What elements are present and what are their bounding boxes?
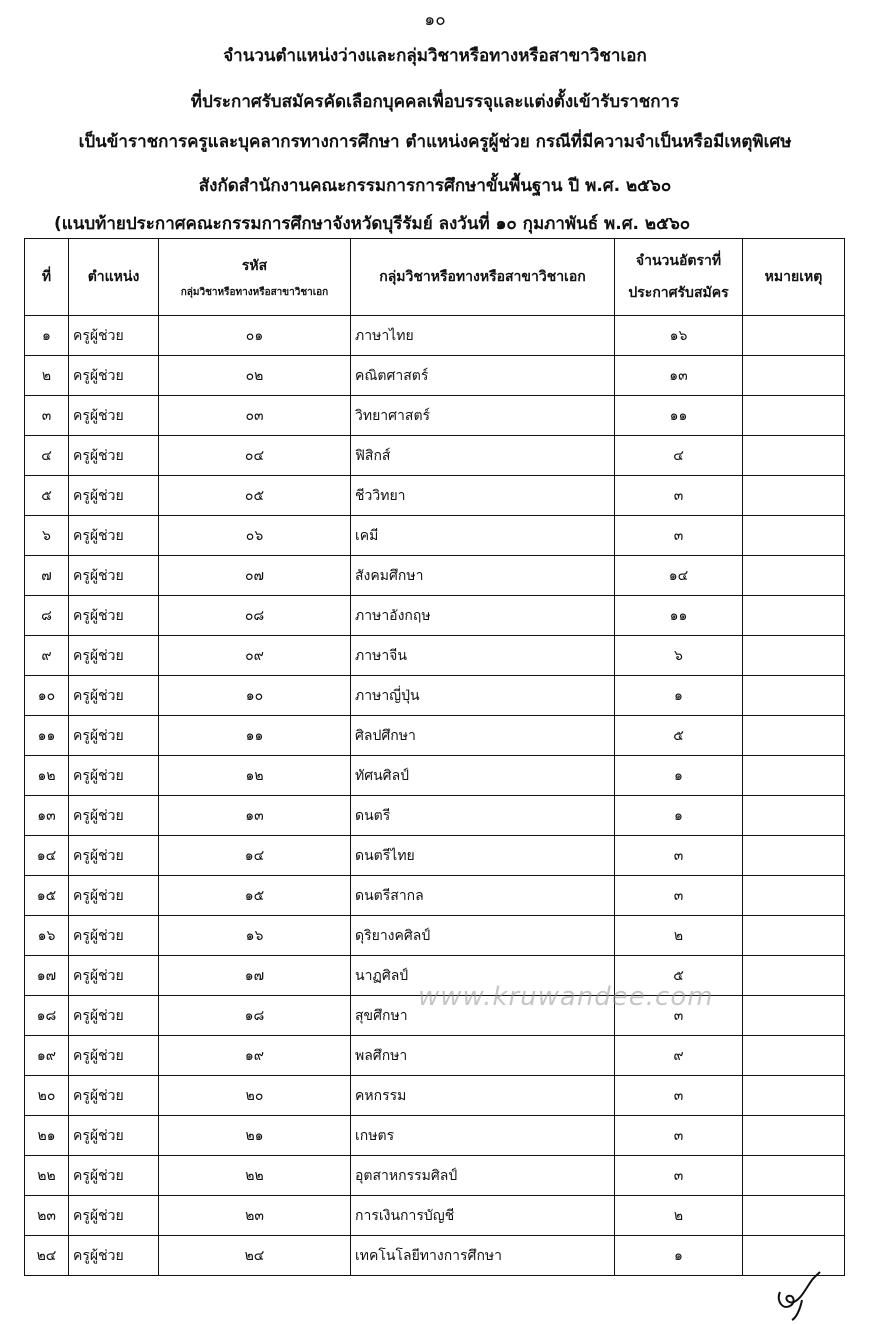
row-position: ครูผู้ช่วย <box>69 836 159 876</box>
row-no: ๗ <box>25 556 69 596</box>
row-note <box>743 676 845 716</box>
row-count: ๓ <box>615 1076 743 1116</box>
row-subject: อุตสาหกรรมศิลป์ <box>351 1156 615 1196</box>
row-subject: ดุริยางคศิลป์ <box>351 916 615 956</box>
row-subject: ศิลปศึกษา <box>351 716 615 756</box>
row-note <box>743 596 845 636</box>
row-subject: ชีววิทยา <box>351 476 615 516</box>
row-code: ๑๔ <box>159 836 351 876</box>
row-count: ๑ <box>615 676 743 716</box>
row-subject: ภาษาญี่ปุ่น <box>351 676 615 716</box>
row-no: ๑๖ <box>25 916 69 956</box>
row-count: ๓ <box>615 476 743 516</box>
row-count: ๑๔ <box>615 556 743 596</box>
row-no: ๑๘ <box>25 996 69 1036</box>
row-count: ๓ <box>615 836 743 876</box>
table-row <box>25 476 845 516</box>
table-row <box>25 436 845 476</box>
row-note <box>743 1036 845 1076</box>
row-code: ๒๐ <box>159 1076 351 1116</box>
row-subject: สังคมศึกษา <box>351 556 615 596</box>
row-subject: ดนตรีสากล <box>351 876 615 916</box>
row-no: ๒๓ <box>25 1196 69 1236</box>
row-code: ๑๒ <box>159 756 351 796</box>
row-subject: คหกรรม <box>351 1076 615 1116</box>
row-subject: เทคโนโลยีทางการศึกษา <box>351 1236 615 1276</box>
row-code: ๐๕ <box>159 476 351 516</box>
table-row <box>25 916 845 956</box>
row-note <box>743 836 845 876</box>
row-position: ครูผู้ช่วย <box>69 1236 159 1276</box>
row-subject: สุขศึกษา <box>351 996 615 1036</box>
row-no: ๒๔ <box>25 1236 69 1276</box>
table-row <box>25 1156 845 1196</box>
table-header-row <box>25 239 845 316</box>
row-code: ๑๘ <box>159 996 351 1036</box>
row-subject: ดนตรีไทย <box>351 836 615 876</box>
header-count-line-2: ประกาศรับสมัคร <box>628 285 729 301</box>
row-count: ๓ <box>615 516 743 556</box>
row-subject: ภาษาจีน <box>351 636 615 676</box>
row-subject: คณิตศาสตร์ <box>351 356 615 396</box>
row-code: ๑๐ <box>159 676 351 716</box>
row-position: ครูผู้ช่วย <box>69 1116 159 1156</box>
table-row <box>25 1236 845 1276</box>
row-code: ๑๕ <box>159 876 351 916</box>
header-count <box>615 239 743 316</box>
row-no: ๒๐ <box>25 1076 69 1116</box>
row-position: ครูผู้ช่วย <box>69 316 159 356</box>
row-position: ครูผู้ช่วย <box>69 956 159 996</box>
row-position: ครูผู้ช่วย <box>69 756 159 796</box>
row-count: ๓ <box>615 1156 743 1196</box>
row-no: ๑ <box>25 316 69 356</box>
row-count: ๑ <box>615 1236 743 1276</box>
watermark: www.kruwandee.com <box>418 982 714 1012</box>
table-row <box>25 356 845 396</box>
title-line-1: จำนวนตำแหน่งว่างและกลุ่มวิชาหรือทางหรือสาขาวิชาเอก <box>223 46 647 66</box>
table-row <box>25 876 845 916</box>
row-no: ๑๕ <box>25 876 69 916</box>
row-code: ๐๒ <box>159 356 351 396</box>
row-no: ๖ <box>25 516 69 556</box>
table-row <box>25 316 845 356</box>
row-position: ครูผู้ช่วย <box>69 1036 159 1076</box>
row-no: ๒๒ <box>25 1156 69 1196</box>
row-no: ๑๓ <box>25 796 69 836</box>
title-line-4: สังกัดสำนักงานคณะกรรมการการศึกษาขั้นพื้นฐาน ปี พ.ศ. ๒๕๖๐ <box>198 176 672 196</box>
table-row <box>25 836 845 876</box>
title-line-2: ที่ประกาศรับสมัครคัดเลือกบุคคลเพื่อบรรจุและแต่งตั้งเข้ารับราชการ <box>190 92 680 112</box>
row-code: ๐๘ <box>159 596 351 636</box>
title-line-5: (แนบท้ายประกาศคณะกรรมการศึกษาจังหวัดบุรีรัมย์ ลงวันที่ ๑๐ กุมภาพันธ์ พ.ศ. ๒๕๖๐ <box>54 214 691 234</box>
row-note <box>743 796 845 836</box>
row-no: ๓ <box>25 396 69 436</box>
row-no: ๔ <box>25 436 69 476</box>
table-row <box>25 516 845 556</box>
header-subject: กลุ่มวิชาหรือทางหรือสาขาวิชาเอก <box>351 239 615 316</box>
row-subject: ทัศนศิลป์ <box>351 756 615 796</box>
row-note <box>743 1076 845 1116</box>
row-count: ๑๖ <box>615 316 743 356</box>
row-note <box>743 1116 845 1156</box>
header-code-title: รหัส <box>241 257 268 274</box>
row-no: ๙ <box>25 636 69 676</box>
row-count: ๙ <box>615 1036 743 1076</box>
row-count: ๒ <box>615 1196 743 1236</box>
row-no: ๒๑ <box>25 1116 69 1156</box>
row-count: ๓ <box>615 876 743 916</box>
row-subject: ฟิสิกส์ <box>351 436 615 476</box>
row-code: ๐๖ <box>159 516 351 556</box>
table-row <box>25 1036 845 1076</box>
row-position: ครูผู้ช่วย <box>69 396 159 436</box>
row-code: ๐๓ <box>159 396 351 436</box>
row-position: ครูผู้ช่วย <box>69 356 159 396</box>
row-note <box>743 956 845 996</box>
row-position: ครูผู้ช่วย <box>69 876 159 916</box>
row-count: ๕ <box>615 716 743 756</box>
row-position: ครูผู้ช่วย <box>69 996 159 1036</box>
table-row <box>25 396 845 436</box>
row-note <box>743 716 845 756</box>
row-note <box>743 636 845 676</box>
row-code: ๐๔ <box>159 436 351 476</box>
row-position: ครูผู้ช่วย <box>69 556 159 596</box>
header-code <box>159 239 351 316</box>
row-no: ๘ <box>25 596 69 636</box>
row-no: ๕ <box>25 476 69 516</box>
row-subject: พลศึกษา <box>351 1036 615 1076</box>
vacancy-table <box>24 238 845 1276</box>
row-count: ๒ <box>615 916 743 956</box>
row-code: ๑๓ <box>159 796 351 836</box>
signature-mark <box>772 1270 832 1322</box>
table-row <box>25 756 845 796</box>
table-row <box>25 556 845 596</box>
row-no: ๑๔ <box>25 836 69 876</box>
row-subject: การเงินการบัญชี <box>351 1196 615 1236</box>
row-subject: เคมี <box>351 516 615 556</box>
row-count: ๑ <box>615 756 743 796</box>
table-row <box>25 716 845 756</box>
row-count: ๖ <box>615 636 743 676</box>
table-row <box>25 636 845 676</box>
header-no: ที่ <box>25 239 69 316</box>
row-count: ๑๑ <box>615 596 743 636</box>
row-position: ครูผู้ช่วย <box>69 476 159 516</box>
row-position: ครูผู้ช่วย <box>69 596 159 636</box>
table-row <box>25 1076 845 1116</box>
row-code: ๒๒ <box>159 1156 351 1196</box>
row-position: ครูผู้ช่วย <box>69 516 159 556</box>
row-subject: ดนตรี <box>351 796 615 836</box>
table-row <box>25 796 845 836</box>
row-note <box>743 1156 845 1196</box>
row-note <box>743 756 845 796</box>
row-note <box>743 516 845 556</box>
table-row <box>25 1196 845 1236</box>
row-position: ครูผู้ช่วย <box>69 676 159 716</box>
row-position: ครูผู้ช่วย <box>69 916 159 956</box>
table-row <box>25 1116 845 1156</box>
header-code-subtitle: กลุ่มวิชาหรือทางหรือสาขาวิชาเอก <box>180 286 329 298</box>
row-count: ๓ <box>615 996 743 1036</box>
row-code: ๐๙ <box>159 636 351 676</box>
row-subject: วิทยาศาสตร์ <box>351 396 615 436</box>
row-note <box>743 316 845 356</box>
row-code: ๑๙ <box>159 1036 351 1076</box>
row-code: ๒๔ <box>159 1236 351 1276</box>
row-note <box>743 876 845 916</box>
header-count-line-1: จำนวนอัตราที่ <box>635 253 722 269</box>
row-code: ๑๑ <box>159 716 351 756</box>
title-line-3: เป็นข้าราชการครูและบุคลากรทางการศึกษา ตำแหน่งครูผู้ช่วย กรณีที่มีความจำเป็นหรือมีเหตุพิเศษ <box>78 132 792 152</box>
row-count: ๑ <box>615 796 743 836</box>
row-count: ๑๑ <box>615 396 743 436</box>
row-note <box>743 396 845 436</box>
header-note: หมายเหตุ <box>743 239 845 316</box>
row-position: ครูผู้ช่วย <box>69 636 159 676</box>
page-number: ๑๐ <box>424 10 446 30</box>
row-subject: นาฏศิลป์ <box>351 956 615 996</box>
table-row <box>25 596 845 636</box>
row-position: ครูผู้ช่วย <box>69 796 159 836</box>
row-count: ๕ <box>615 956 743 996</box>
table-row <box>25 676 845 716</box>
row-no: ๑๗ <box>25 956 69 996</box>
row-code: ๒๓ <box>159 1196 351 1236</box>
row-position: ครูผู้ช่วย <box>69 436 159 476</box>
row-no: ๑๐ <box>25 676 69 716</box>
row-code: ๑๗ <box>159 956 351 996</box>
row-count: ๔ <box>615 436 743 476</box>
row-no: ๒ <box>25 356 69 396</box>
row-position: ครูผู้ช่วย <box>69 1076 159 1116</box>
row-position: ครูผู้ช่วย <box>69 1156 159 1196</box>
row-note <box>743 916 845 956</box>
row-count: ๓ <box>615 1116 743 1156</box>
row-note <box>743 556 845 596</box>
row-no: ๑๙ <box>25 1036 69 1076</box>
row-note <box>743 1196 845 1236</box>
row-note <box>743 476 845 516</box>
row-note <box>743 436 845 476</box>
row-note <box>743 996 845 1036</box>
row-code: ๐๑ <box>159 316 351 356</box>
row-subject: ภาษาไทย <box>351 316 615 356</box>
header-position: ตำแหน่ง <box>69 239 159 316</box>
row-position: ครูผู้ช่วย <box>69 716 159 756</box>
row-code: ๒๑ <box>159 1116 351 1156</box>
row-subject: ภาษาอังกฤษ <box>351 596 615 636</box>
row-code: ๑๖ <box>159 916 351 956</box>
row-code: ๐๗ <box>159 556 351 596</box>
row-no: ๑๑ <box>25 716 69 756</box>
row-note <box>743 356 845 396</box>
row-subject: เกษตร <box>351 1116 615 1156</box>
row-no: ๑๒ <box>25 756 69 796</box>
row-count: ๑๓ <box>615 356 743 396</box>
row-position: ครูผู้ช่วย <box>69 1196 159 1236</box>
